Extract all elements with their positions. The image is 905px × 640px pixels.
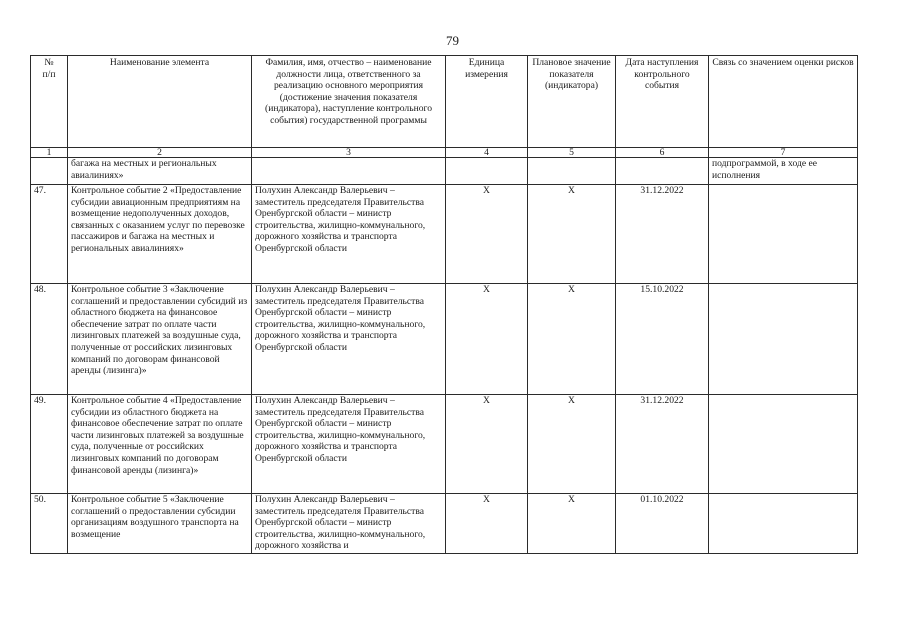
- column-number: 2: [68, 148, 252, 158]
- table-row: [31, 185, 858, 284]
- cell-element-name: Контрольное событие 2 «Предоставление субсидии авиационным предприятиям на возмещение недополученных доходов, связанных с оказанием услуг по перевозке пассажиров и багажа на местных и региональных авиалиниях»: [68, 185, 252, 284]
- cell-event-date: 15.10.2022: [616, 284, 709, 395]
- table-row: [31, 395, 858, 494]
- column-number: 6: [616, 148, 709, 158]
- cell-event-date: 31.12.2022: [616, 395, 709, 494]
- cell-unit: Х: [446, 395, 528, 494]
- cell-responsible: [252, 158, 446, 185]
- cell-responsible: Полухин Александр Валерьевич – заместитель председателя Правительства Оренбургской области – министр строительства, жилищно-коммунального, дорожного хозяйства и транспорта Оренбургской области: [252, 185, 446, 284]
- cell-number: [31, 158, 68, 185]
- cell-unit: Х: [446, 185, 528, 284]
- cell-plan-value: Х: [528, 395, 616, 494]
- cell-number: 47.: [31, 185, 68, 284]
- table-header-row: [31, 56, 858, 148]
- cell-element-name: Контрольное событие 3 «Заключение соглашений и предоставлении субсидий из областного бюджета на финансовое обеспечение затрат по оплате части лизинговых платежей за воздушные суда, полученные от российских лизинговых компаний по договорам финансовой аренды (лизинга)»: [68, 284, 252, 395]
- page-number: 79: [446, 33, 459, 48]
- cell-element-name: Контрольное событие 5 «Заключение соглашений о предоставлении субсидии организациям воздушного транспорта на возмещение: [68, 494, 252, 554]
- cell-risk-link: подпрограммой, в ходе ее исполнения: [709, 158, 858, 185]
- cell-risk-link: [709, 494, 858, 554]
- continuation-row: [31, 158, 858, 185]
- cell-plan-value: [528, 158, 616, 185]
- table-row: [31, 284, 858, 395]
- control-events-table: [30, 55, 858, 554]
- header-plan-value: Плановое значение показателя (индикатора): [528, 56, 616, 148]
- cell-event-date: 01.10.2022: [616, 494, 709, 554]
- column-number: 7: [709, 148, 858, 158]
- column-number-row: [31, 148, 858, 158]
- column-number: 1: [31, 148, 68, 158]
- column-number: 3: [252, 148, 446, 158]
- header-responsible: Фамилия, имя, отчество – наименование должности лица, ответственного за реализацию основного мероприятия (достижение значения показателя (индикатора), наступление контрольного события) государственной программы: [252, 56, 446, 148]
- header-unit: Единица измерения: [446, 56, 528, 148]
- header-element-name: Наименование элемента: [68, 56, 252, 148]
- cell-plan-value: Х: [528, 494, 616, 554]
- header-risk-link: Связь со значением оценки рисков: [709, 56, 858, 148]
- cell-unit: Х: [446, 284, 528, 395]
- column-number: 5: [528, 148, 616, 158]
- cell-responsible: Полухин Александр Валерьевич – заместитель председателя Правительства Оренбургской области – министр строительства, жилищно-коммунального, дорожного хозяйства и транспорта Оренбургской области: [252, 284, 446, 395]
- cell-event-date: [616, 158, 709, 185]
- cell-unit: Х: [446, 494, 528, 554]
- header-number: № п/п: [31, 56, 68, 148]
- cell-number: 49.: [31, 395, 68, 494]
- cell-number: 48.: [31, 284, 68, 395]
- header-event-date: Дата наступления контрольного события: [616, 56, 709, 148]
- column-number: 4: [446, 148, 528, 158]
- cell-plan-value: Х: [528, 185, 616, 284]
- cell-risk-link: [709, 395, 858, 494]
- cell-responsible: Полухин Александр Валерьевич – заместитель председателя Правительства Оренбургской области – министр строительства, жилищно-коммунального, дорожного хозяйства и транспорта Оренбургской области: [252, 395, 446, 494]
- cell-risk-link: [709, 185, 858, 284]
- cell-plan-value: Х: [528, 284, 616, 395]
- cell-number: 50.: [31, 494, 68, 554]
- cell-element-name: Контрольное событие 4 «Предоставление субсидии из областного бюджета на финансовое обеспечение затрат по оплате части лизинговых платежей за воздушные суда, полученные от российских лизинговых компаний по договорам финансовой аренды (лизинга)»: [68, 395, 252, 494]
- cell-risk-link: [709, 284, 858, 395]
- cell-unit: [446, 158, 528, 185]
- cell-responsible: Полухин Александр Валерьевич – заместитель председателя Правительства Оренбургской области – министр строительства, жилищно-коммунального, дорожного хозяйства и: [252, 494, 446, 554]
- cell-event-date: 31.12.2022: [616, 185, 709, 284]
- table-row: [31, 494, 858, 554]
- cell-element-name: багажа на местных и региональных авиалиниях»: [68, 158, 252, 185]
